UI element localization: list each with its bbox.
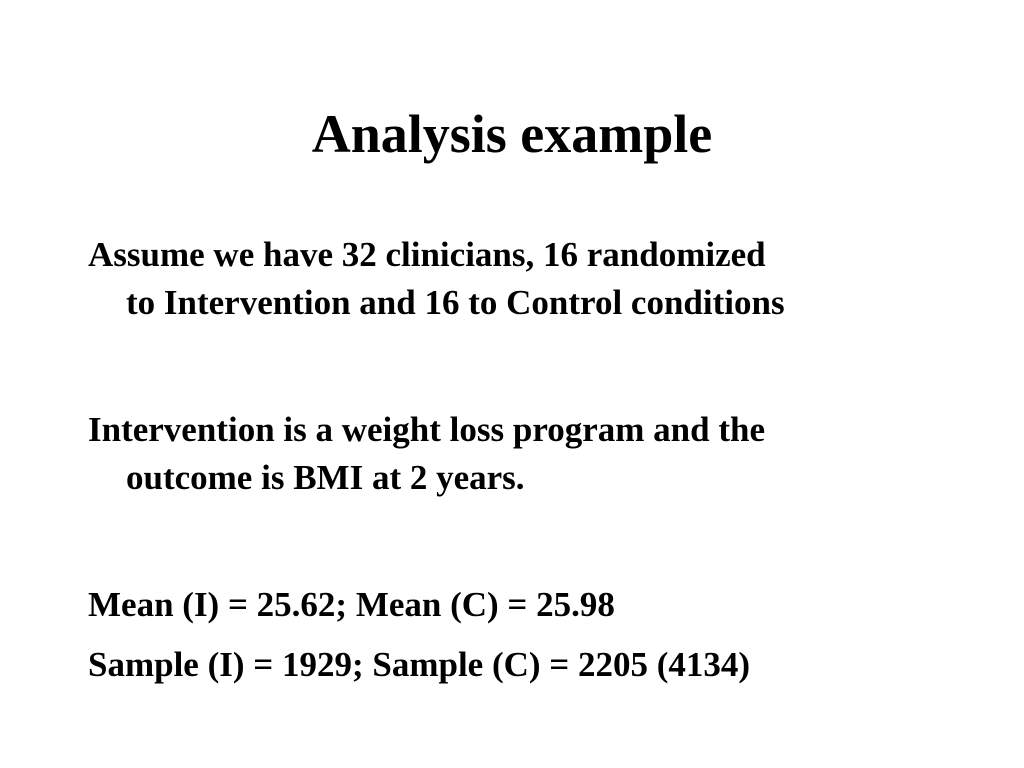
paragraph-line: Sample (I) = 1929; Sample (C) = 2205 (4134) [88, 645, 751, 684]
paragraph-line: to Intervention and 16 to Control conditions [126, 283, 785, 322]
paragraph-samples [88, 641, 968, 689]
paragraph-line: Mean (I) = 25.62; Mean (C) = 25.98 [88, 585, 615, 624]
paragraph-means [88, 581, 968, 629]
slide-title: Analysis example [311, 104, 713, 164]
paragraph-line: Assume we have 32 clinicians, 16 randomized [88, 235, 766, 274]
paragraph-line: outcome is BMI at 2 years. [126, 458, 525, 497]
paragraph-intervention [88, 406, 968, 502]
paragraph-study-design [88, 231, 968, 327]
paragraph-line: Intervention is a weight loss program and the [88, 410, 766, 449]
